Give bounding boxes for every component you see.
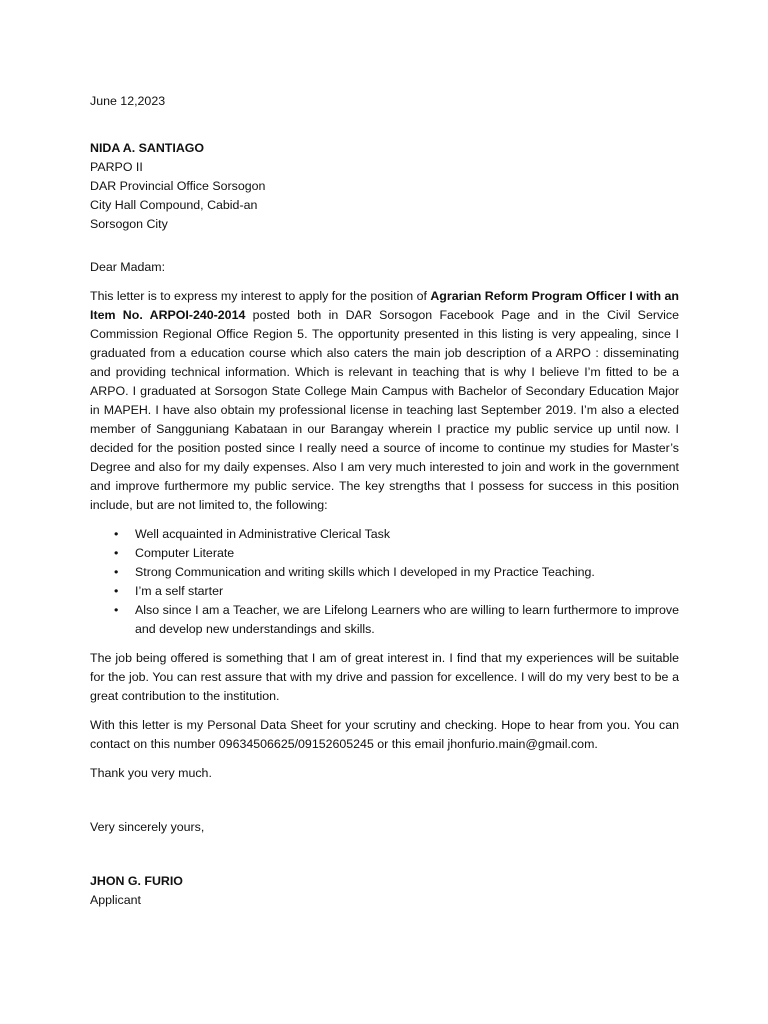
salutation: Dear Madam: (90, 260, 166, 274)
closing-line: Very sincerely yours, (90, 820, 205, 834)
recipient-block (90, 139, 679, 234)
list-item-text: Strong Communication and writing skills which I developed in my Practice Teaching. (135, 565, 595, 579)
recipient-address-line-1: City Hall Compound, Cabid-an (90, 198, 258, 212)
list-item (90, 582, 679, 601)
bullet-icon: • (114, 565, 119, 579)
p1-rest-text: posted both in DAR Sorsogon Facebook Page and in the Civil Service Commission Regional Office Region 5. The opportunity presented in this listing is very appealing, since I graduated from a education course which also caters the main job description of a ARPO : disseminating and providing technical information. Which is relevant in teaching that is why I believe I’m fitted to be a ARPO. I graduated at Sorsogon State College Main Campus with Bachelor of Secondary Education Major in MAPEH. I have also obtain my professional license in teaching last September 2019. I’m also a elected member of Sangguniang Kabataan in our Barangay wherein I practice my public service up until now. I decided for the position posted since I really need a source of income to continue my studies for Master’s Degree and also for my daily expenses. Also I am very much interested to join and work in the government and improve furthermore my public service. The key strengths that I possess for success in this position include, but are not limited to, the following: (90, 308, 679, 512)
recipient-name: NIDA A. SANTIAGO (90, 141, 205, 155)
bullet-icon: • (114, 546, 119, 560)
strengths-list (90, 525, 679, 639)
list-item-text: Computer Literate (135, 546, 235, 560)
list-item-text: Also since I am a Teacher, we are Lifelong Learners who are willing to learn furthermore to improve and develop new understandings and skills. (135, 603, 679, 636)
thanks-line: Thank you very much. (90, 766, 212, 780)
bullet-icon: • (114, 603, 119, 617)
list-item (90, 601, 679, 639)
p1-intro-text: This letter is to express my interest to apply for the position of (90, 289, 431, 303)
letter-page (90, 92, 679, 910)
body-paragraph-3: With this letter is my Personal Data Sheet for your scrutiny and checking. Hope to hear from you. You can contact on this number 09634506625/09152605245 or this email jhonfurio.main@gmail.com. (90, 718, 679, 751)
letter-date: June 12,2023 (90, 94, 166, 108)
recipient-address-line-2: Sorsogon City (90, 217, 168, 231)
signature-role: Applicant (90, 893, 141, 907)
bullet-icon: • (114, 527, 119, 541)
list-item (90, 544, 679, 563)
signature-name: JHON G. FURIO (90, 874, 183, 888)
list-item (90, 525, 679, 544)
bullet-icon: • (114, 584, 119, 598)
body-paragraph-2: The job being offered is something that I am of great interest in. I find that my experiences will be suitable for the job. You can rest assure that with my drive and passion for excellence. I will do my very best to be a great contribution to the institution. (90, 651, 679, 703)
list-item-text: I’m a self starter (135, 584, 224, 598)
body-paragraph-1 (90, 287, 679, 515)
position-title: Agrarian Reform Program Officer I with an Item No. ARPOI-240-2014 (90, 289, 679, 322)
list-item-text: Well acquainted in Administrative Clerical Task (135, 527, 391, 541)
recipient-title: PARPO II (90, 160, 143, 174)
recipient-office: DAR Provincial Office Sorsogon (90, 179, 266, 193)
list-item (90, 563, 679, 582)
